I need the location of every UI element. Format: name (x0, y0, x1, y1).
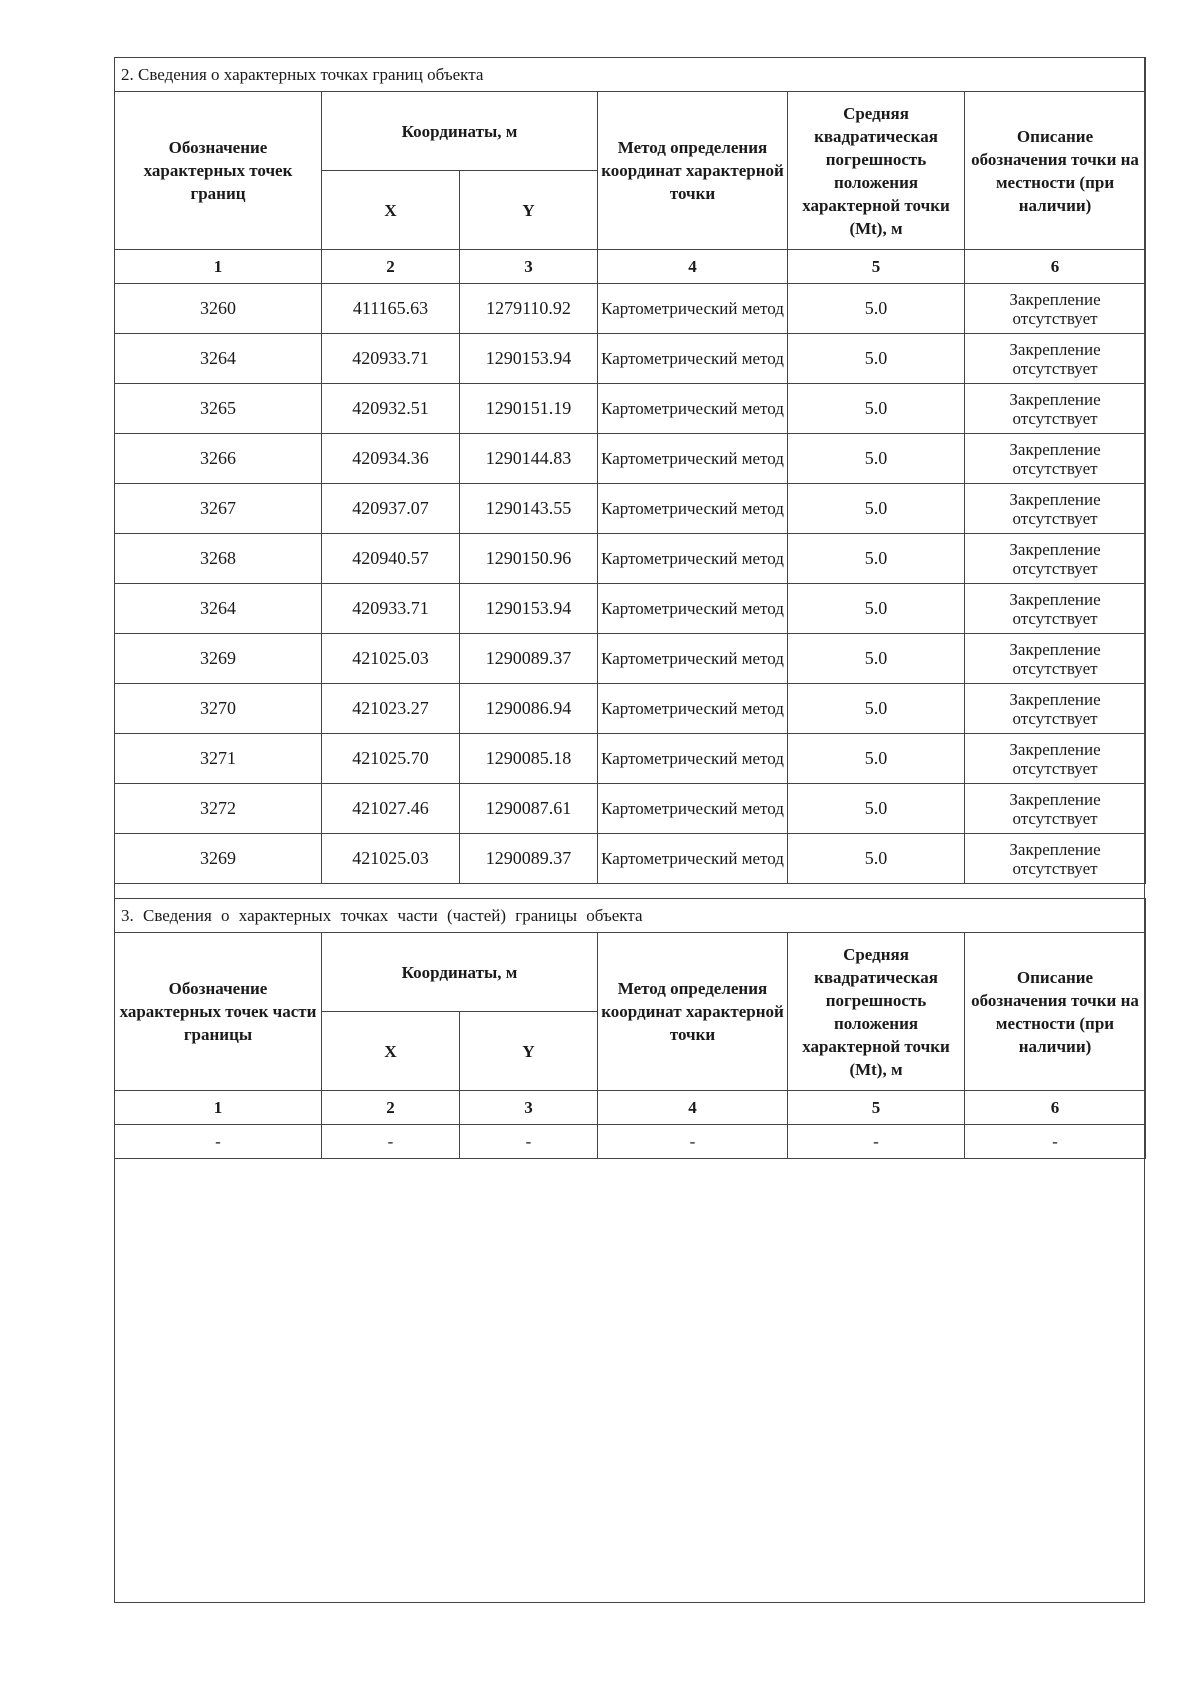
table-row (115, 534, 1146, 584)
mean-error-cell: 5.0 (788, 684, 965, 734)
section3-rows (115, 1125, 1146, 1159)
point-cell: 3265 (115, 384, 322, 434)
mean-error-cell: 5.0 (788, 734, 965, 784)
method-cell: Картометрический метод (598, 384, 788, 434)
x-coordinate-cell: 421025.03 (322, 634, 460, 684)
y-coordinate-cell: 1290150.96 (460, 534, 598, 584)
column-number-row (115, 1091, 1146, 1125)
description-cell: Закрепление отсутствует (965, 284, 1146, 334)
column-number: 4 (598, 1091, 788, 1125)
method-cell: Картометрический метод (598, 784, 788, 834)
section3-table (114, 898, 1146, 1159)
header-method: Метод определения координат характерной точки (598, 933, 788, 1091)
column-number: 4 (598, 250, 788, 284)
point-cell: - (115, 1125, 322, 1159)
header-mean-error: Средняя квадратическая погрешность положения характерной точки (Mt), м (788, 933, 965, 1091)
x-coordinate-cell: 421027.46 (322, 784, 460, 834)
y-coordinate-cell: 1290144.83 (460, 434, 598, 484)
table-row (115, 284, 1146, 334)
table-row (115, 734, 1146, 784)
method-cell: Картометрический метод (598, 834, 788, 884)
x-coordinate-cell: 420937.07 (322, 484, 460, 534)
method-cell: Картометрический метод (598, 334, 788, 384)
description-cell: Закрепление отсутствует (965, 484, 1146, 534)
method-cell: Картометрический метод (598, 634, 788, 684)
point-cell: 3266 (115, 434, 322, 484)
table-row (115, 584, 1146, 634)
description-cell: - (965, 1125, 1146, 1159)
column-number: 3 (460, 250, 598, 284)
table-row (115, 634, 1146, 684)
table-row (115, 684, 1146, 734)
header-y: Y (460, 1012, 598, 1091)
mean-error-cell: 5.0 (788, 834, 965, 884)
mean-error-cell: 5.0 (788, 784, 965, 834)
mean-error-cell: 5.0 (788, 334, 965, 384)
y-coordinate-cell: 1290085.18 (460, 734, 598, 784)
description-cell: Закрепление отсутствует (965, 434, 1146, 484)
table-row (115, 484, 1146, 534)
section3-title: 3. Сведения о характерных точках части (частей) границы объекта (115, 899, 1146, 933)
y-coordinate-cell: 1290087.61 (460, 784, 598, 834)
point-cell: 3272 (115, 784, 322, 834)
x-coordinate-cell: 411165.63 (322, 284, 460, 334)
x-coordinate-cell: 421023.27 (322, 684, 460, 734)
y-coordinate-cell: 1290153.94 (460, 584, 598, 634)
column-number: 3 (460, 1091, 598, 1125)
mean-error-cell: 5.0 (788, 434, 965, 484)
x-coordinate-cell: 420933.71 (322, 584, 460, 634)
description-cell: Закрепление отсутствует (965, 534, 1146, 584)
point-cell: 3264 (115, 584, 322, 634)
column-number-row (115, 250, 1146, 284)
mean-error-cell: 5.0 (788, 534, 965, 584)
mean-error-cell: 5.0 (788, 484, 965, 534)
method-cell: Картометрический метод (598, 684, 788, 734)
header-x: X (322, 171, 460, 250)
method-cell: Картометрический метод (598, 734, 788, 784)
mean-error-cell: 5.0 (788, 634, 965, 684)
description-cell: Закрепление отсутствует (965, 784, 1146, 834)
table-row (115, 334, 1146, 384)
section2-title: 2. Сведения о характерных точках границ объекта (115, 58, 1146, 92)
x-coordinate-cell: 420932.51 (322, 384, 460, 434)
column-number: 1 (115, 1091, 322, 1125)
y-coordinate-cell: 1290153.94 (460, 334, 598, 384)
point-cell: 3260 (115, 284, 322, 334)
section2-table (114, 57, 1146, 884)
y-coordinate-cell: 1290151.19 (460, 384, 598, 434)
y-coordinate-cell: 1290086.94 (460, 684, 598, 734)
header-coordinates: Координаты, м (322, 933, 598, 1012)
table-row (115, 1125, 1146, 1159)
y-coordinate-cell: 1290089.37 (460, 634, 598, 684)
y-coordinate-cell: - (460, 1125, 598, 1159)
point-cell: 3271 (115, 734, 322, 784)
point-cell: 3269 (115, 834, 322, 884)
method-cell: Картометрический метод (598, 484, 788, 534)
header-method-text: Метод определения координат характерной точки (601, 138, 784, 203)
point-cell: 3270 (115, 684, 322, 734)
column-number: 2 (322, 250, 460, 284)
column-number: 5 (788, 250, 965, 284)
x-coordinate-cell: 420934.36 (322, 434, 460, 484)
header-point-designation: Обозначение характерных точек части границы (115, 933, 322, 1091)
y-coordinate-cell: 1290143.55 (460, 484, 598, 534)
header-point-designation: Обозначение характерных точек границ (115, 92, 322, 250)
section2-rows (115, 284, 1146, 884)
column-number: 6 (965, 250, 1146, 284)
point-cell: 3268 (115, 534, 322, 584)
x-coordinate-cell: - (322, 1125, 460, 1159)
x-coordinate-cell: 421025.70 (322, 734, 460, 784)
table-row (115, 434, 1146, 484)
header-y: Y (460, 171, 598, 250)
description-cell: Закрепление отсутствует (965, 334, 1146, 384)
header-mean-error: Средняя квадратическая погрешность положения характерной точки (Mt), м (788, 92, 965, 250)
header-description: Описание обозначения точки на местности (при наличии) (965, 933, 1146, 1091)
column-number: 1 (115, 250, 322, 284)
table-row (115, 834, 1146, 884)
y-coordinate-cell: 1279110.92 (460, 284, 598, 334)
header-method (598, 92, 788, 250)
y-coordinate-cell: 1290089.37 (460, 834, 598, 884)
description-cell: Закрепление отсутствует (965, 834, 1146, 884)
mean-error-cell: 5.0 (788, 384, 965, 434)
x-coordinate-cell: 420933.71 (322, 334, 460, 384)
description-cell: Закрепление отсутствует (965, 634, 1146, 684)
header-x: X (322, 1012, 460, 1091)
table-row (115, 384, 1146, 434)
column-number: 6 (965, 1091, 1146, 1125)
header-description: Описание обозначения точки на местности (при наличии) (965, 92, 1146, 250)
header-coordinates: Координаты, м (322, 92, 598, 171)
mean-error-cell: 5.0 (788, 584, 965, 634)
point-cell: 3269 (115, 634, 322, 684)
method-cell: Картометрический метод (598, 534, 788, 584)
table-row (115, 784, 1146, 834)
x-coordinate-cell: 420940.57 (322, 534, 460, 584)
point-cell: 3267 (115, 484, 322, 534)
description-cell: Закрепление отсутствует (965, 734, 1146, 784)
column-number: 2 (322, 1091, 460, 1125)
description-cell: Закрепление отсутствует (965, 384, 1146, 434)
mean-error-cell: 5.0 (788, 284, 965, 334)
mean-error-cell: - (788, 1125, 965, 1159)
point-cell: 3264 (115, 334, 322, 384)
method-cell: Картометрический метод (598, 584, 788, 634)
method-cell: Картометрический метод (598, 284, 788, 334)
x-coordinate-cell: 421025.03 (322, 834, 460, 884)
column-number: 5 (788, 1091, 965, 1125)
description-cell: Закрепление отсутствует (965, 584, 1146, 634)
description-cell: Закрепление отсутствует (965, 684, 1146, 734)
method-cell: - (598, 1125, 788, 1159)
method-cell: Картометрический метод (598, 434, 788, 484)
